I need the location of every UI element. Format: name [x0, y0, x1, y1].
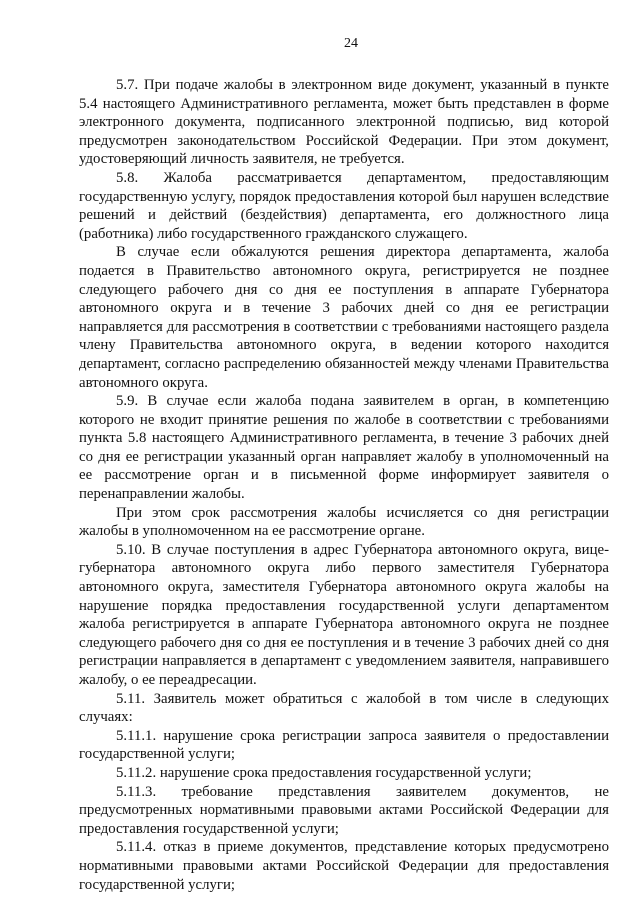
paragraph-5-11-3: 5.11.3. требование представления заявителем документов, не предусмотренных нормативными правовыми актами Российской Федерации для предоставления государственной услуги; — [79, 783, 609, 837]
paragraph-5-9-term: При этом срок рассмотрения жалобы исчисляется со дня регистрации жалобы в уполномоченном на ее рассмотрение органе. — [79, 504, 609, 540]
paragraph-5-11-4: 5.11.4. отказ в приеме документов, представление которых предусмотрено нормативными правовыми актами Российской Федерации для предоставления государственной услуги; — [79, 839, 609, 893]
paragraph-5-9: 5.9. В случае если жалоба подана заявителем в орган, в компетенцию которого не входит принятие решения по жалобе в соответствии с требованиями пункта 5.8 настоящего Административного регламента, в течение 3 рабочих дней со дня ее регистрации указанный орган направляет жалобу в уполномоченный на ее рассмотрение орган и в письменной форме информирует заявителя о перенаправлении жалобы. — [79, 393, 609, 503]
page-number: 24 — [344, 36, 358, 51]
paragraph-5-8-director-appeal: В случае если обжалуются решения директора департамента, жалоба подается в Правительство автономного округа, регистрируется не позднее следующего рабочего дня со дня ее поступления в аппарате Губернатора автономного округа и в течение 3 рабочих дней со дня ее регистрации направляется для рассмотрения в соответствии с требованиями настоящего раздела члену Правительства автономного округа, в ведении которого находится департамент, согласно распределению обязанностей между членами Правительства автономного округа. — [79, 244, 609, 391]
paragraph-5-8: 5.8. Жалоба рассматривается департаментом, предоставляющим государственную услугу, порядок предоставления которой был нарушен вследствие решений и действий (бездействия) департамента, его должностного лица (работника) либо государственного гражданского служащего. — [79, 169, 609, 242]
paragraph-5-7: 5.7. При подаче жалобы в электронном виде документ, указанный в пункте 5.4 настоящего Административного регламента, может быть представлен в форме электронного документа, подписанного электронной подписью, вид которой предусмотрен законодательством Российской Федерации. При этом документ, удостоверяющий личность заявителя, не требуется. — [79, 77, 609, 168]
paragraph-5-10: 5.10. В случае поступления в адрес Губернатора автономного округа, вице-губернатора автономного округа либо первого заместителя Губернатора автономного округа, заместителя Губернатора автономного округа жалобы на нарушение порядка предоставления государственной услуги департаментом жалоба регистрируется в аппарате Губернатора автономного округа не позднее следующего рабочего дня со дня ее поступления и в течение 3 рабочих дней со дня регистрации направляется в департамент с уведомлением заявителя, направившего жалобу, о ее переадресации. — [79, 541, 609, 688]
paragraph-5-11-1: 5.11.1. нарушение срока регистрации запроса заявителя о предоставлении государственной услуги; — [79, 727, 609, 763]
paragraph-5-11: 5.11. Заявитель может обратиться с жалобой в том числе в следующих случаях: — [79, 690, 609, 726]
paragraph-5-11-2: 5.11.2. нарушение срока предоставления государственной услуги; — [116, 764, 532, 781]
